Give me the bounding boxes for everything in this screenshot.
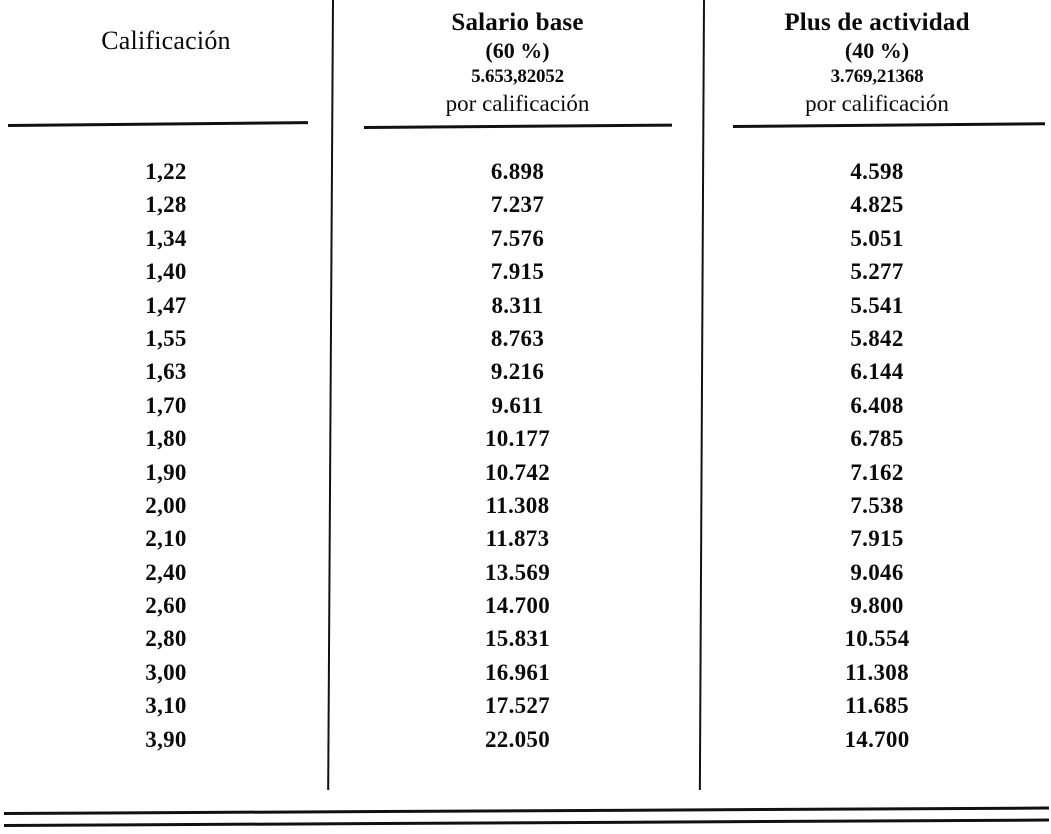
table-row [0,188,1051,221]
table-cell-salario_base: 22.050 [484,726,551,752]
table-cell-salario_base: 7.915 [490,259,545,285]
column-rate-value: 3.769,21368 [830,66,924,87]
table-cell-plus_actividad: 4.598 [850,159,904,184]
table-cell-salario_base: 9.611 [491,392,544,418]
table-cell-salario_base: 17.527 [484,693,551,719]
header-underline-column-3 [733,122,1045,128]
column-percentage: (60 %) [485,38,550,63]
table-row [0,155,1051,188]
table-row [0,556,1051,589]
table-cell-calificacion: 2,10 [145,526,187,552]
table-cell-salario_base: 14.700 [484,593,551,619]
table-row [0,322,1051,355]
table-cell-plus_actividad: 14.700 [844,726,910,752]
table-row [0,255,1051,288]
table-cell-salario_base: 9.216 [490,359,545,385]
column-header-salario-base [332,0,703,118]
column-header-plus-actividad [703,0,1051,118]
table-row [0,489,1051,522]
table-cell-plus_actividad: 7.538 [850,492,904,518]
table-cell-calificacion: 3,10 [145,693,187,719]
table-cell-salario_base: 7.576 [490,225,545,251]
table-cell-salario_base: 11.873 [485,526,550,552]
table-header [0,0,1051,118]
table-cell-calificacion: 1,40 [145,259,187,285]
table-cell-salario_base: 7.237 [490,192,545,218]
column-rate-unit: por calificación [805,91,949,116]
table-cell-salario_base: 13.569 [484,559,551,585]
table-cell-salario_base: 15.831 [484,626,551,652]
table-body [0,155,1051,756]
bottom-rule-upper [4,807,1049,815]
table-cell-calificacion: 2,80 [145,626,187,652]
column-title: Salario base [451,9,584,36]
table-cell-calificacion: 2,00 [145,492,187,518]
table-row [0,656,1051,689]
table-cell-calificacion: 1,80 [145,426,187,452]
column-title: Calificación [101,26,231,55]
table-cell-plus_actividad: 11.308 [845,659,909,685]
table-cell-plus_actividad: 5.051 [850,225,904,251]
header-underline-column-1 [8,121,308,127]
table-cell-plus_actividad: 5.842 [850,325,904,351]
table-cell-calificacion: 1,63 [145,359,187,385]
table-cell-calificacion: 1,28 [145,192,187,218]
column-header-calificacion [0,0,332,55]
table-cell-calificacion: 3,00 [145,659,187,685]
table-cell-plus_actividad: 5.541 [850,292,904,318]
table-cell-plus_actividad: 5.277 [850,259,904,285]
table-cell-calificacion: 1,34 [145,225,187,251]
table-row [0,456,1051,489]
table-cell-plus_actividad: 6.408 [850,392,904,418]
table-row [0,622,1051,655]
table-row [0,289,1051,322]
table-cell-salario_base: 8.763 [490,325,545,351]
table-cell-plus_actividad: 4.825 [850,192,904,218]
table-row [0,355,1051,388]
table-row [0,589,1051,622]
bottom-rule-lower [4,819,1049,827]
table-row [0,689,1051,722]
table-cell-plus_actividad: 6.144 [850,359,904,385]
table-cell-plus_actividad: 7.915 [850,526,904,552]
table-cell-salario_base: 10.177 [484,426,551,452]
table-cell-calificacion: 1,70 [145,392,187,418]
table-cell-calificacion: 2,40 [145,559,187,585]
table-cell-calificacion: 1,55 [145,325,187,351]
column-percentage: (40 %) [844,38,910,63]
table-row [0,222,1051,255]
table-cell-salario_base: 16.961 [484,659,551,685]
table-cell-plus_actividad: 11.685 [845,693,909,719]
table-cell-salario_base: 6.898 [490,159,545,184]
table-cell-salario_base: 11.308 [485,492,550,518]
table-cell-salario_base: 8.311 [491,292,544,318]
table-row [0,422,1051,455]
column-rate-unit: por calificación [445,91,590,116]
column-title: Plus de actividad [784,9,970,36]
header-underline-column-2 [364,124,672,129]
table-cell-plus_actividad: 6.785 [850,426,904,452]
table-cell-calificacion: 1,22 [145,159,187,184]
table-cell-plus_actividad: 9.046 [850,559,904,585]
table-cell-calificacion: 2,60 [145,593,187,619]
table-cell-plus_actividad: 7.162 [850,459,904,485]
table-row [0,723,1051,756]
table-cell-calificacion: 3,90 [145,726,187,752]
table-cell-plus_actividad: 9.800 [850,593,904,619]
table-cell-plus_actividad: 10.554 [844,626,910,652]
table-row [0,522,1051,555]
table-cell-salario_base: 10.742 [484,459,551,485]
table-cell-calificacion: 1,90 [145,459,187,485]
table-row [0,389,1051,422]
table-cell-calificacion: 1,47 [145,292,187,318]
column-rate-value: 5.653,82052 [471,66,564,87]
